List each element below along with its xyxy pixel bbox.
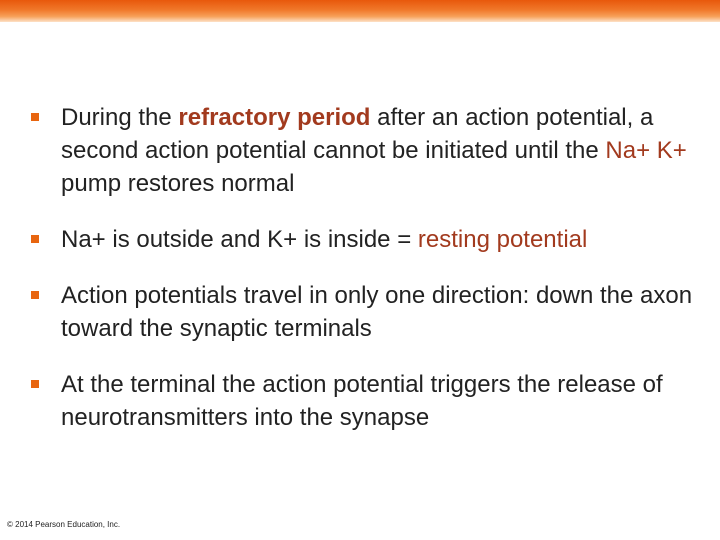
- copyright-footer: © 2014 Pearson Education, Inc.: [7, 520, 121, 529]
- highlight-term-resting-potential: resting potential: [417, 226, 588, 253]
- header-gradient-bar: [0, 0, 720, 22]
- bullet-text: At the terminal the action potential triggers the release of neurotransmitters into the synapse: [61, 371, 663, 431]
- bullet-text: Na+ is outside and K+ is inside =: [61, 226, 418, 253]
- slide-bullet-list: [30, 101, 700, 457]
- square-bullet-icon: [31, 113, 39, 121]
- bullet-text: pump restores normal: [61, 170, 295, 197]
- bullet-refractory-period: [30, 101, 700, 200]
- square-bullet-icon: [31, 235, 39, 243]
- square-bullet-icon: [31, 291, 39, 299]
- bullet-resting-potential: [30, 223, 700, 256]
- bullet-text: after an action potential, a second action potential cannot be initiated until the: [61, 104, 654, 164]
- bullet-neurotransmitter-release: [30, 368, 700, 434]
- bullet-text: Action potentials travel in only one direction: down the axon toward the synaptic terminals: [61, 282, 693, 342]
- square-bullet-icon: [31, 380, 39, 388]
- highlight-term-refractory-period: refractory period: [178, 104, 371, 131]
- highlight-term-na-k-pump: Na+ K+: [605, 137, 687, 164]
- bullet-text: During the: [61, 104, 179, 131]
- bullet-one-direction: [30, 279, 700, 345]
